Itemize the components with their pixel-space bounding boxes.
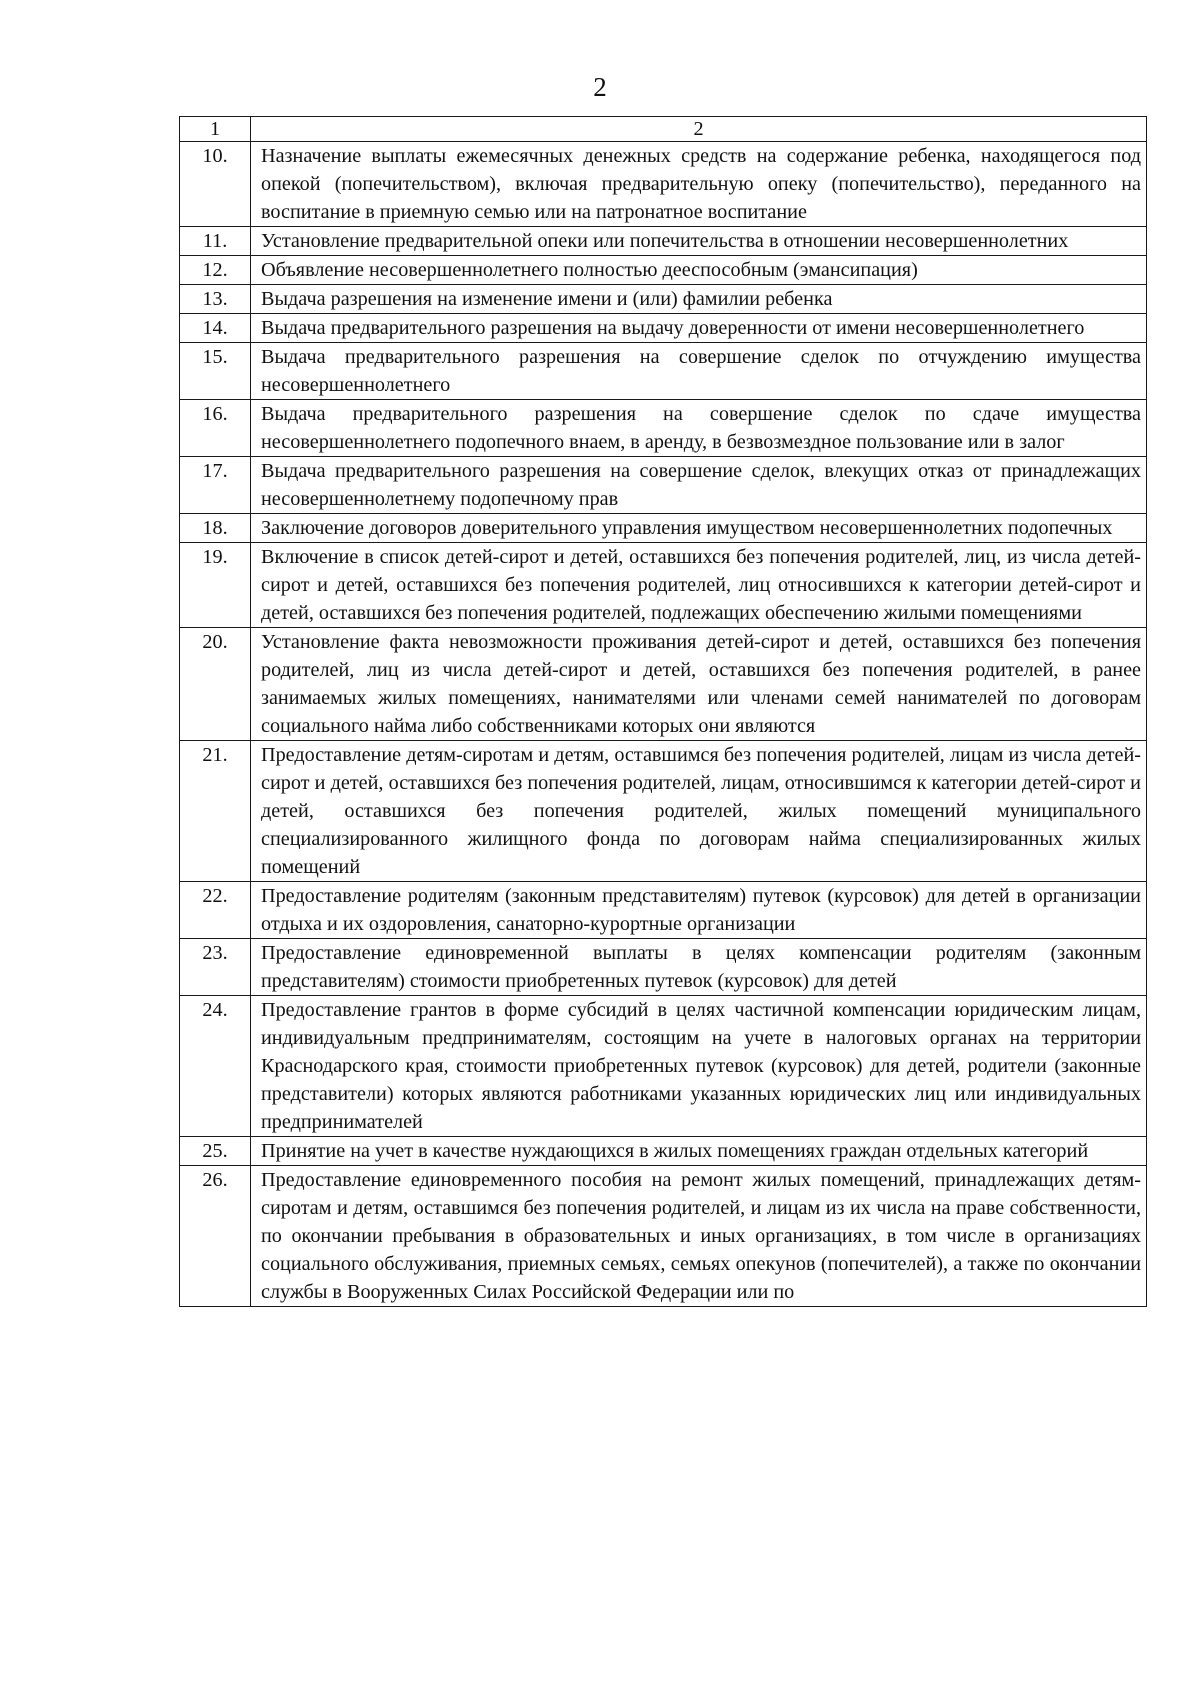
row-number: 22. [180,882,251,939]
service-name: Заключение договоров доверительного управления имуществом несовершеннолетних подопечных [251,514,1147,543]
row-number: 16. [180,400,251,457]
table-row [180,343,1147,400]
service-name: Предоставление единовременной выплаты в целях компенсации родителям (законным представителям) стоимости приобретенных путевок (курсовок) для детей [251,939,1147,996]
row-number: 18. [180,514,251,543]
service-name: Предоставление грантов в форме субсидий в целях частичной компенсации юридическим лицам, индивидуальным предпринимателям, состоящим на учете в налоговых органах на территории Краснодарского края, стоимости приобретенных путевок (курсовок) для детей, родители (законные представители) которых являются работниками указанных юридических лиц или индивидуальных предпринимателей [251,996,1147,1137]
table-row [180,741,1147,882]
services-table [179,116,1147,1307]
table-row [180,628,1147,741]
row-number: 12. [180,256,251,285]
service-name: Предоставление детям-сиротам и детям, оставшимся без попечения родителей, лицам из числа детей-сирот и детей, оставшихся без попечения родителей, лицам, относившимся к категории детей-сирот и детей, оставшихся без попечения родителей, жилых помещений муниципального специализированного жилищного фонда по договорам найма специализированных жилых помещений [251,741,1147,882]
table-row [180,939,1147,996]
service-name: Принятие на учет в качестве нуждающихся в жилых помещениях граждан отдельных категорий [251,1137,1147,1166]
service-name: Выдача предварительного разрешения на совершение сделок по отчуждению имущества несовершеннолетнего [251,343,1147,400]
row-number: 20. [180,628,251,741]
service-name: Выдача предварительного разрешения на выдачу доверенности от имени несовершеннолетнего [251,314,1147,343]
table-row [180,400,1147,457]
service-name: Предоставление родителям (законным представителям) путевок (курсовок) для детей в организации отдыха и их оздоровления, санаторно-курортные организации [251,882,1147,939]
service-name: Выдача предварительного разрешения на совершение сделок по сдаче имущества несовершеннолетнего подопечного внаем, в аренду, в безвозмездное пользование или в залог [251,400,1147,457]
row-number: 11. [180,227,251,256]
table-row [180,543,1147,628]
table-row [180,514,1147,543]
table-row [180,882,1147,939]
service-name: Выдача предварительного разрешения на совершение сделок, влекущих отказ от принадлежащих несовершеннолетнему подопечному прав [251,457,1147,514]
table-row [180,314,1147,343]
row-number: 10. [180,142,251,227]
row-number: 23. [180,939,251,996]
service-name: Установление предварительной опеки или попечительства в отношении несовершеннолетних [251,227,1147,256]
row-number: 24. [180,996,251,1137]
row-number: 26. [180,1166,251,1307]
table-row [180,142,1147,227]
row-number: 19. [180,543,251,628]
row-number: 13. [180,285,251,314]
column-header-number: 1 [180,117,251,142]
service-name: Выдача разрешения на изменение имени и (или) фамилии ребенка [251,285,1147,314]
service-name: Установление факта невозможности проживания детей-сирот и детей, оставшихся без попечения родителей, лиц из числа детей-сирот и детей, оставшихся без попечения родителей, в ранее занимаемых жилых помещениях, нанимателями или членами семей нанимателей по договорам социального найма либо собственниками которых они являются [251,628,1147,741]
row-number: 17. [180,457,251,514]
service-name: Назначение выплаты ежемесячных денежных средств на содержание ребенка, находящегося под опекой (попечительством), включая предварительную опеку (попечительство), переданного на воспитание в приемную семью или на патронатное воспитание [251,142,1147,227]
service-name: Предоставление единовременного пособия на ремонт жилых помещений, принадлежащих детям-сиротам и детям, оставшимся без попечения родителей, и лицам из их числа на праве собственности, по окончании пребывания в образовательных и иных организациях, в том числе в организациях социального обслуживания, приемных семьях, семьях опекунов (попечителей), а также по окончании службы в Вооруженных Силах Российской Федерации или по [251,1166,1147,1307]
column-header-service: 2 [251,117,1147,142]
row-number: 25. [180,1137,251,1166]
row-number: 21. [180,741,251,882]
row-number: 14. [180,314,251,343]
page-number: 2 [593,72,607,102]
table-row [180,996,1147,1137]
table-row [180,285,1147,314]
table-row [180,256,1147,285]
table-row [180,457,1147,514]
service-name: Включение в список детей-сирот и детей, оставшихся без попечения родителей, лиц, из числа детей-сирот и детей, оставшихся без попечения родителей, лиц относившихся к категории детей-сирот и детей, оставшихся без попечения родителей, подлежащих обеспечению жилыми помещениями [251,543,1147,628]
table-row [180,1137,1147,1166]
table-row [180,227,1147,256]
table-row [180,1166,1147,1307]
service-name: Объявление несовершеннолетнего полностью дееспособным (эмансипация) [251,256,1147,285]
table-header-row [180,117,1147,142]
row-number: 15. [180,343,251,400]
